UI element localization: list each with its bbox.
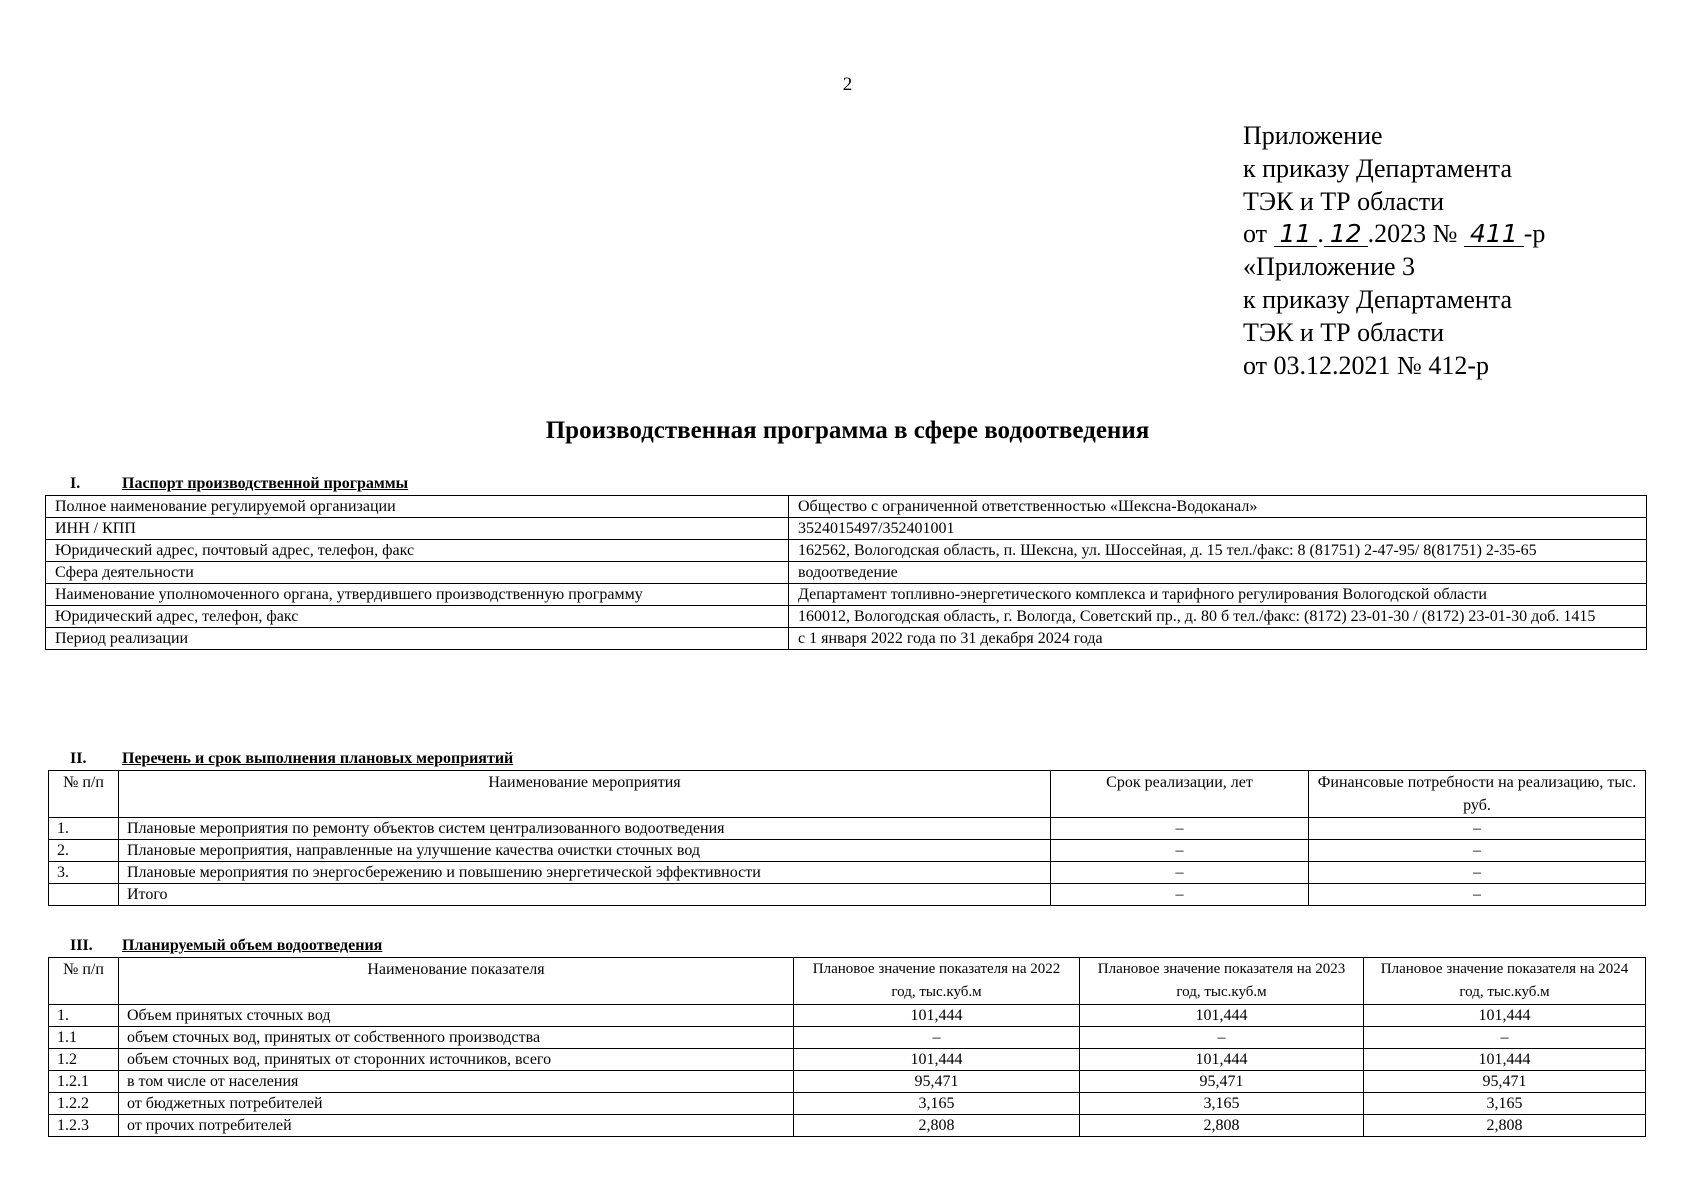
cell-2024: 3,165 [1364,1093,1646,1115]
handwritten-day: 11 [1274,222,1318,247]
appendix-line: от 03.12.2021 № 412-р [1243,350,1489,380]
cell-num: 1.2.3 [49,1115,119,1137]
cell-name: Плановые мероприятия по энергосбережению и повышению энергетической эффективности [119,862,1051,884]
cell-2023: – [1080,1027,1364,1049]
section-number: III. [70,937,93,954]
header-finance: Финансовые потребности на реализацию, тыс. руб. [1309,771,1646,818]
cell-name: в том числе от населения [119,1071,794,1093]
cell-num: 3. [49,862,119,884]
cell-2024: 101,444 [1364,1005,1646,1027]
cell-2023: 101,444 [1080,1005,1364,1027]
table-row [46,606,1647,628]
activities-table [48,770,1646,906]
cell-num: 1.1 [49,1027,119,1049]
appendix-line: ТЭК и ТР области [1243,186,1445,216]
section-1-title [70,475,408,493]
cell-num: 1. [49,1005,119,1027]
cell-2022: 2,808 [794,1115,1080,1137]
row-label: Период реализации [46,628,789,650]
cell-num: 1.2 [49,1049,119,1071]
section-3-title [70,937,382,955]
cell-name: объем сточных вод, принятых от собственного производства [119,1027,794,1049]
date-prefix: от [1243,219,1268,249]
table-row [49,1071,1646,1093]
row-value: 3524015497/352401001 [789,518,1647,540]
cell-num [49,884,119,906]
section-title-text: Паспорт производственной программы [122,475,409,492]
handwritten-number: 411 [1464,222,1524,247]
cell-2023: 2,808 [1080,1115,1364,1137]
date-suffix: -р [1523,219,1546,249]
appendix-line: к приказу Департамента [1243,284,1513,314]
table-row [49,1093,1646,1115]
cell-2024: 95,471 [1364,1071,1646,1093]
cell-finance: – [1309,862,1646,884]
cell-term: – [1051,840,1309,862]
table-row [49,1115,1646,1137]
row-label: Наименование уполномоченного органа, утвердившего производственную программу [46,584,789,606]
header-2023: Плановое значение показателя на 2023 год, тыс.куб.м [1080,958,1364,1005]
cell-name: Итого [119,884,1051,906]
table-row [49,818,1646,840]
table-row [49,862,1646,884]
appendix-line: «Приложение 3 [1243,252,1416,282]
header-name: Наименование мероприятия [119,771,1051,818]
header-num: № п/п [49,771,119,818]
section-2-title [70,750,513,768]
cell-2023: 3,165 [1080,1093,1364,1115]
cell-2022: – [794,1027,1080,1049]
cell-term: – [1051,818,1309,840]
date-year: .2023 № [1367,219,1458,249]
header-name: Наименование показателя [119,958,794,1005]
table-row [46,540,1647,562]
appendix-date-line [1243,218,1545,251]
table-row [46,628,1647,650]
cell-finance: – [1309,818,1646,840]
page-number: 2 [842,74,853,95]
cell-2023: 101,444 [1080,1049,1364,1071]
cell-finance: – [1309,840,1646,862]
header-2024: Плановое значение показателя на 2024 год, тыс.куб.м [1364,958,1646,1005]
table-header-row [49,958,1646,1005]
volume-table [48,957,1646,1137]
table-row [46,496,1647,518]
row-label: Сфера деятельности [46,562,789,584]
appendix-line: ТЭК и ТР области [1243,317,1445,347]
appendix-line: к приказу Департамента [1243,153,1513,183]
section-number: II. [70,750,87,767]
row-value: с 1 января 2022 года по 31 декабря 2024 года [789,628,1647,650]
cell-finance: – [1309,884,1646,906]
table-row [46,562,1647,584]
section-number: I. [70,475,81,492]
header-2022: Плановое значение показателя на 2022 год, тыс.куб.м [794,958,1080,1005]
row-value: Общество с ограниченной ответственностью «Шексна-Водоканал» [789,496,1647,518]
header-num: № п/п [49,958,119,1005]
date-dot: . [1317,219,1324,249]
cell-2022: 95,471 [794,1071,1080,1093]
table-row [49,840,1646,862]
cell-num: 1.2.1 [49,1071,119,1093]
passport-table [45,495,1647,650]
cell-2024: 101,444 [1364,1049,1646,1071]
cell-name: Плановые мероприятия по ремонту объектов систем централизованного водоотведения [119,818,1051,840]
appendix-block [1243,120,1545,382]
cell-num: 2. [49,840,119,862]
cell-2022: 101,444 [794,1005,1080,1027]
cell-name: от бюджетных потребителей [119,1093,794,1115]
table-row [49,1027,1646,1049]
row-label: Полное наименование регулируемой организации [46,496,789,518]
row-label: Юридический адрес, телефон, факс [46,606,789,628]
row-value: 162562, Вологодская область, п. Шексна, ул. Шоссейная, д. 15 тел./факс: 8 (81751) 2-47-95/ 8(81751) 2-35-65 [789,540,1647,562]
appendix-line: Приложение [1243,121,1383,150]
cell-name: Плановые мероприятия, направленные на улучшение качества очистки сточных вод [119,840,1051,862]
cell-2023: 95,471 [1080,1071,1364,1093]
table-row [46,584,1647,606]
cell-2024: 2,808 [1364,1115,1646,1137]
cell-2022: 101,444 [794,1049,1080,1071]
section-title-text: Перечень и срок выполнения плановых мероприятий [122,750,514,767]
cell-name: Объем принятых сточных вод [119,1005,794,1027]
row-value: 160012, Вологодская область, г. Вологда, Советский пр., д. 80 б тел./факс: (8172) 23-01-30 / (8172) 23-01-30 доб. 1415 [789,606,1647,628]
cell-num: 1. [49,818,119,840]
table-row [49,1005,1646,1027]
row-label: Юридический адрес, почтовый адрес, телефон, факс [46,540,789,562]
table-header-row [49,771,1646,818]
row-value: Департамент топливно-энергетического комплекса и тарифного регулирования Вологодской области [789,584,1647,606]
row-label: ИНН / КПП [46,518,789,540]
table-row [49,884,1646,906]
table-row [49,1049,1646,1071]
table-row [46,518,1647,540]
cell-term: – [1051,862,1309,884]
cell-name: от прочих потребителей [119,1115,794,1137]
header-term: Срок реализации, лет [1051,771,1309,818]
cell-term: – [1051,884,1309,906]
cell-2024: – [1364,1027,1646,1049]
cell-2022: 3,165 [794,1093,1080,1115]
cell-num: 1.2.2 [49,1093,119,1115]
handwritten-month: 12 [1324,222,1368,247]
cell-name: объем сточных вод, принятых от сторонних источников, всего [119,1049,794,1071]
section-title-text: Планируемый объем водоотведения [122,937,383,954]
row-value: водоотведение [789,562,1647,584]
document-title: Производственная программа в сфере водоотведения [545,417,1150,444]
